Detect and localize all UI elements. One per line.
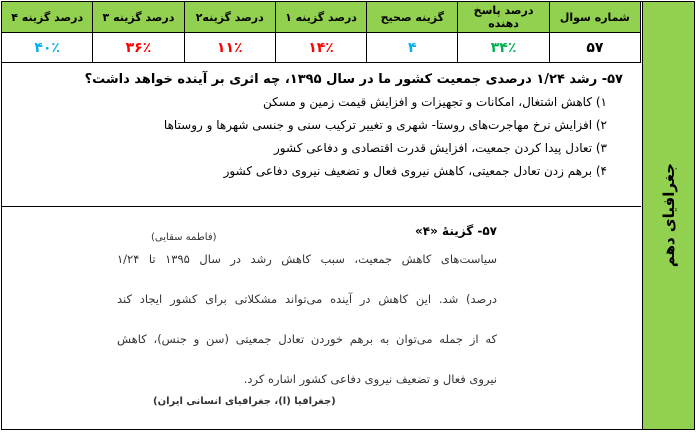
option-1: ۱) کاهش اشتغال، امکانات و تجهیزات و افزایش قیمت زمین و مسکن <box>263 95 607 109</box>
answer-heading: ۵۷- گزینهٔ «۴» <box>415 224 497 238</box>
answer-line-2: درصد) شد. این کاهش در آینده می‌تواند مشکلاتی برای کشور ایجاد کند <box>117 292 497 306</box>
stats-table <box>1 1 641 63</box>
value-option1-percent: ۱۴٪ <box>275 33 366 63</box>
option-3: ۳) تعادل پیدا کردن جمعیت، افزایش قدرت اقتصادی و دفاعی کشور <box>273 141 607 155</box>
value-option3-percent: ۳۶٪ <box>93 33 184 63</box>
header-option1-percent: درصد گزینه ۱ <box>275 2 366 33</box>
option-4: ۴) برهم زدن تعادل جمعیتی، کاهش نیروی فعال و تضعیف نیروی دفاعی کشور <box>223 164 607 178</box>
header-question-number: شماره سوال <box>549 2 640 33</box>
subject-title: جغرافیای دهم <box>659 163 678 268</box>
header-option3-percent: درصد گزینه ۳ <box>93 2 184 33</box>
value-responders-percent: ۳۴٪ <box>458 33 549 63</box>
answer-section <box>1 208 641 430</box>
header-option4-percent: درصد گزینه ۴ <box>2 2 93 33</box>
answer-line-4: نیروی فعال و تضعیف نیروی دفاعی کشور اشاره کرد. <box>243 372 497 386</box>
header-option2-percent: درصد گزینه۲ <box>184 2 275 33</box>
stats-values-row <box>2 33 641 63</box>
value-option4-percent: ۴۰٪ <box>2 33 93 63</box>
subject-sidebar <box>642 1 695 430</box>
value-question-number: ۵۷ <box>549 33 640 63</box>
answer-line-3: که از جمله می‌توان به برهم خوردن تعادل جمعیتی (سن و جنس)، کاهش <box>117 332 497 346</box>
answer-source: (جغرافیا (ا)، جغرافیای انسانی ایران) <box>153 396 336 407</box>
question-section <box>1 62 641 207</box>
header-responders-percent: درصد پاسخ دهنده <box>458 2 549 33</box>
answer-line-1: سیاست‌های کاهش جمعیت، سبب کاهش رشد در سال ۱۳۹۵ تا ۱/۲۴ <box>117 252 497 266</box>
value-option2-percent: ۱۱٪ <box>184 33 275 63</box>
answer-author: (فاطمه سقایی) <box>151 232 217 243</box>
question-text: ۵۷- رشد ۱/۲۴ درصدی جمعیت کشور ما در سال ۱۳۹۵، چه اثری بر آینده خواهد داشت؟ <box>84 72 623 87</box>
header-correct-option: گزینه صحیح <box>367 2 458 33</box>
option-2: ۲) افزایش نرخ مهاجرت‌های روستا- شهری و تغییر ترکیب سنی و جنسی شهرها و روستاها <box>163 118 607 132</box>
stats-header-row <box>2 2 641 33</box>
value-correct-option: ۴ <box>367 33 458 63</box>
